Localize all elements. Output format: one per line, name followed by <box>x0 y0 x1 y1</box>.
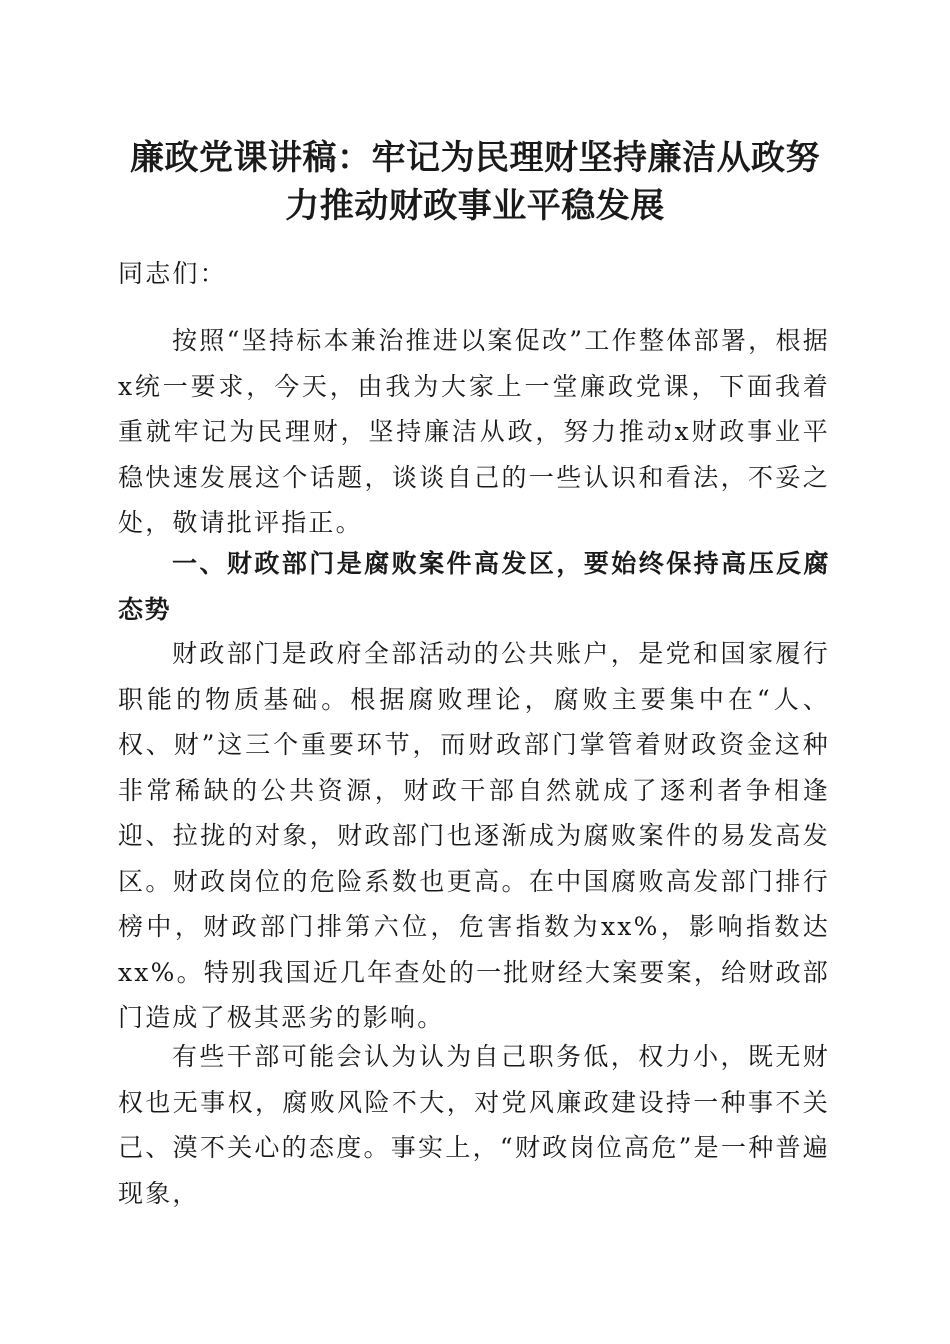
document-title-line-1: 廉政党课讲稿：牢记为民理财坚持廉洁从政努 <box>130 138 820 178</box>
greeting: 同志们： <box>118 259 227 288</box>
paragraph-section-1a: 财政部门是政府全部活动的公共账户，是党和国家履行职能的物质基础。根据腐败理论，腐败主要集中在“人、权、财”这三个重要环节，而财政部门掌管着财政资金这种非常稀缺的公共资源，财政干部自然就成了逐利者争相逢迎、拉拢的对象，财政部门也逐渐成为腐败案件的易发高发区。财政岗位的危险系数也更高。在中国腐败高发部门排行榜中，财政部门排第六位，危害指数为xx%，影响指数达xx%。特别我国近几年查处的一批财经大案要案，给财政部门造成了极其恶劣的影响。 <box>118 639 830 1032</box>
paragraph-intro: 按照“坚持标本兼治推进以案促改”工作整体部署，根据x统一要求，今天，由我为大家上一堂廉政党课，下面我着重就牢记为民理财，坚持廉洁从政，努力推动x财政事业平稳快速发展这个话题，谈谈自己的一些认识和看法，不妥之处，敬请批评指正。 <box>118 326 830 537</box>
paragraph-section-1b: 有些干部可能会认为认为自己职务低，权力小，既无财权也无事权，腐败风险不大，对党风廉政建设持一种事不关己、漠不关心的态度。事实上，“财政岗位高危”是一种普遍现象， <box>118 1042 830 1208</box>
document-title-line-2: 力推动财政事业平稳发展 <box>285 186 665 226</box>
section-heading-1: 一、财政部门是腐败案件高发区，要始终保持高压反腐态势 <box>118 549 830 624</box>
